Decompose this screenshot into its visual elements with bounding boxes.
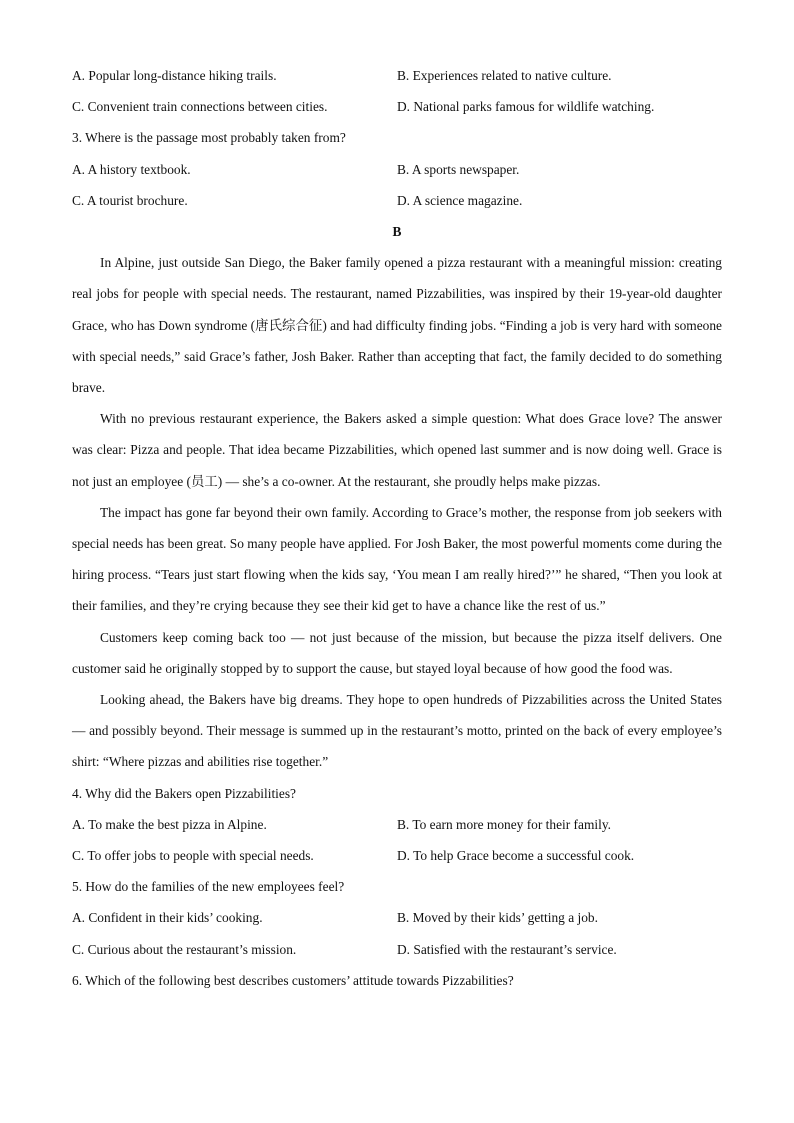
q2-options-row-1 — [72, 60, 722, 91]
q6-stem: 6. Which of the following best describes customers’ attitude towards Pizzabilities? — [72, 972, 514, 988]
section-b-title: B — [392, 223, 402, 239]
q4-option-a: A. To make the best pizza in Alpine. — [72, 816, 267, 832]
passage-paragraph-5: Looking ahead, the Bakers have big dreams. They hope to open hundreds of Pizzabilities across the United States — and possibly beyond. Their message is summed up in the restaurant’s motto, printed on the back of every employee’s shirt: “Where pizzas and abilities rise together.” — [72, 691, 722, 770]
q4-option-b: B. To earn more money for their family. — [397, 816, 611, 832]
q5-option-a: A. Confident in their kids’ cooking. — [72, 910, 263, 926]
q2-option-c: C. Convenient train connections between cities. — [72, 99, 328, 115]
q4-options-row-1 — [72, 809, 722, 840]
q4-option-c: C. To offer jobs to people with special needs. — [72, 847, 314, 863]
q5-options-row-1 — [72, 902, 722, 933]
q4-stem: 4. Why did the Bakers open Pizzabilities? — [72, 785, 296, 801]
q2-option-d: D. National parks famous for wildlife watching. — [397, 99, 655, 115]
q3-option-b: B. A sports newspaper. — [397, 161, 520, 177]
q5-option-d: D. Satisfied with the restaurant’s service. — [397, 941, 617, 957]
q5-stem: 5. How do the families of the new employees feel? — [72, 879, 345, 895]
q3-option-a: A. A history textbook. — [72, 161, 191, 177]
exam-page — [72, 60, 722, 996]
q4-options-row-2 — [72, 840, 722, 871]
q4-option-d: D. To help Grace become a successful cook. — [397, 847, 635, 863]
q3-option-d: D. A science magazine. — [397, 192, 523, 208]
q5-option-b: B. Moved by their kids’ getting a job. — [397, 910, 598, 926]
q3-options-row-1 — [72, 154, 722, 185]
q2-option-a: A. Popular long-distance hiking trails. — [72, 68, 277, 83]
q5-options-row-2 — [72, 934, 722, 965]
q3-options-row-2 — [72, 185, 722, 216]
passage-paragraph-3: The impact has gone far beyond their own family. According to Grace’s mother, the response from job seekers with special needs has been great. So many people have applied. For Josh Baker, the most powerful moments come during the hiring process. “Tears just start flowing when the kids say, ‘You mean I am really hired?’” he shared, “Then you look at their families, and they’re crying because they see their kid get to have a chance like the rest of us.” — [72, 504, 722, 614]
q2-options-row-2 — [72, 91, 722, 122]
q2-option-b: B. Experiences related to native culture. — [397, 68, 612, 83]
q5-option-c: C. Curious about the restaurant’s mission. — [72, 941, 297, 957]
passage-paragraph-1: In Alpine, just outside San Diego, the Baker family opened a pizza restaurant with a meaningful mission: creating real jobs for people with special needs. The restaurant, named Pizzabilities, was inspired by their 19-year-old daughter Grace, who has Down syndrome (唐氏综合征) and had difficulty finding jobs. “Finding a job is very hard with someone with special needs,” said Grace’s father, Josh Baker. Rather than accepting that fact, the family decided to do something brave. — [72, 255, 722, 395]
q3-option-c: C. A tourist brochure. — [72, 192, 188, 208]
passage-paragraph-2: With no previous restaurant experience, the Bakers asked a simple question: What does Grace love? The answer was clear: Pizza and people. That idea became Pizzabilities, which opened last summer and is now doing well. Grace is not just an employee (员工) — she’s a co-owner. At the restaurant, she proudly helps make pizzas. — [72, 411, 722, 489]
passage-paragraph-4: Customers keep coming back too — not just because of the mission, but because the pizza itself delivers. One customer said he originally stopped by to support the cause, but stayed loyal because of how good the food was. — [72, 629, 722, 676]
q3-stem: 3. Where is the passage most probably taken from? — [72, 130, 346, 146]
